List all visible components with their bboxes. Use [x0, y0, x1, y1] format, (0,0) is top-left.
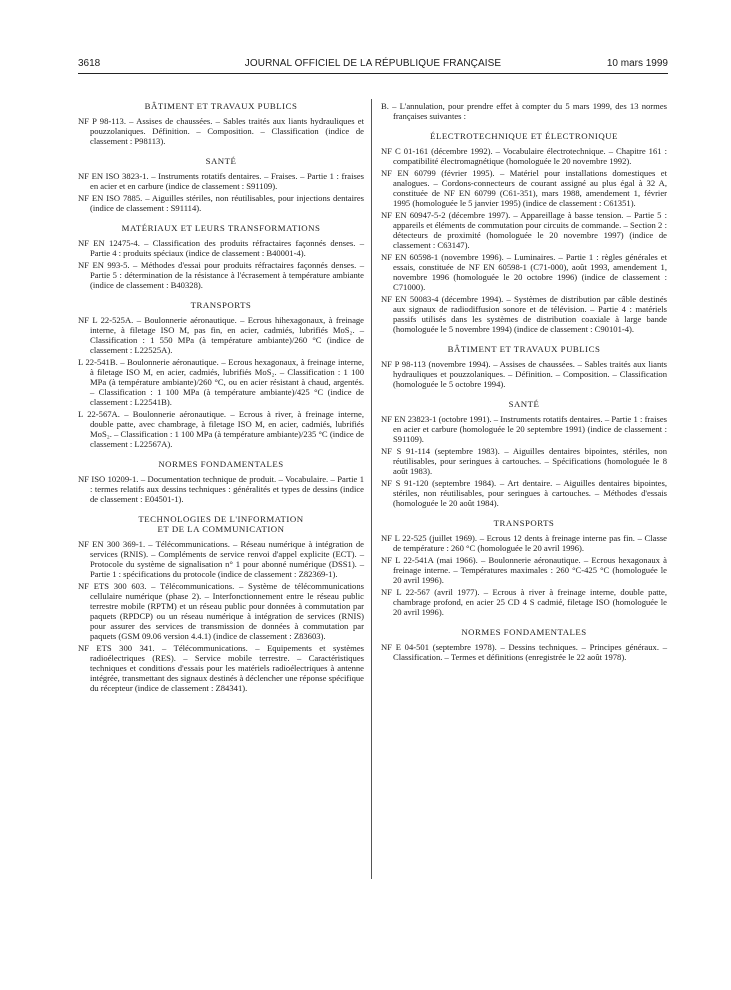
norm-entry: NF L 22-525A. – Boulonnerie aéronautique. – Ecrous hihexagonaux, à freinage interne, à filetage ISO M, pas fin, en acier, cadmiés, lubrifiés MoS₂. – Classification : 1 550 MPa (à température ambiante)/260 °C (indice de classement : L22525A). [78, 315, 364, 355]
norm-entry: NF L 22-541A (mai 1966). – Boulonnerie aéronautique. – Ecrous hexagonaux à freinage interne. – Températures maximales : 260 °C-425 °C (homologuée le 20 avril 1996). [381, 555, 667, 585]
page-number: 3618 [78, 58, 101, 69]
norm-entry: NF P 98-113 (novembre 1994). – Assises de chaussées. – Sables traités aux liants hydrauliques et pouzzolaniques. – Définition. – Composition. – Classification (homologuée le 5 octobre 1994). [381, 359, 667, 389]
section-title: NORMES FONDAMENTALES [158, 459, 284, 469]
right-column [381, 101, 667, 664]
norm-entry: NF S 91-120 (septembre 1984). – Art dentaire. – Aiguilles dentaires bipointes, stériles, non réutilisables, pour seringues à cartouches. – Méthodes d'essais (homologuée le 20 août 1984). [381, 478, 667, 508]
norm-entry: NF ETS 300 603. – Télécommunications. – Système de télécommunications cellulaire numérique (phase 2). – Interfonctionnement entre le réseau public terrestre mobile (RPTM) et un réseau public pour données à commutation par paquets (RPDCP) ou un réseau numérique à intégration de services (RNIS) pour assurer des services de transmission de données à commutation par paquets (GSM 09.06 version 4.4.1) (indice de classement : Z83603). [78, 581, 364, 641]
page-header [78, 58, 668, 72]
header-rule [78, 73, 668, 74]
column-separator [371, 99, 372, 879]
norm-entry: NF EN 300 369-1. – Télécommunications. – Réseau numérique à intégration de services (RNIS). – Compléments de service renvoi d'appel explicite (ECT). – Protocole du système de signalisation n° 1 pour abonné numérique (DSS1). – Partie 1 : spécifications du protocole (indice de classement : Z82369-1). [78, 539, 364, 579]
norm-entry: NF EN 993-5. – Méthodes d'essai pour produits réfractaires façonnés denses. – Partie 5 : détermination de la résistance à l'écrasement à température ambiante (indice de classement : B40328). [78, 260, 364, 290]
section-title: MATÉRIAUX ET LEURS TRANSFORMATIONS [121, 223, 321, 233]
norm-entry: NF E 04-501 (septembre 1978). – Dessins techniques. – Principes généraux. – Classification. – Termes et définitions (enregistrée le 22 août 1978). [381, 642, 667, 662]
section-title: BÂTIMENT ET TRAVAUX PUBLICS [144, 101, 298, 111]
norm-entry: NF EN ISO 7885. – Aiguilles stériles, non réutilisables, pour injections dentaires (indice de classement : S91114). [78, 193, 364, 213]
norm-entry: NF EN 60947-5-2 (décembre 1997). – Appareillage à basse tension. – Partie 5 : appareils et éléments de commutation pour circuits de commande. – Section 2 : détecteurs de proximité (homologuée le 20 novembre 1997) (indice de classement : C63147). [381, 210, 667, 250]
norm-entry: NF C 01-161 (décembre 1992). – Vocabulaire électrotechnique. – Chapitre 161 : compatibilité électromagnétique (homologuée le 20 novembre 1992). [381, 146, 667, 166]
section-title: TRANSPORTS [493, 518, 555, 528]
left-column [78, 101, 364, 695]
norm-entry: NF EN 12475-4. – Classification des produits réfractaires façonnés denses. – Partie 4 : produits spéciaux (indice de classement : B40001-4). [78, 238, 364, 258]
section-title: ÉLECTROTECHNIQUE ET ÉLECTRONIQUE [430, 131, 618, 141]
section-title: SANTÉ [205, 156, 237, 166]
norm-entry: NF EN 60799 (février 1995). – Matériel pour installations domestiques et analogues. – Cordons-connecteurs de courant assigné au plus égal à 32 A, constituée de NF EN 60799 (C61-351), mars 1988, amendement 1, février 1995 (homologuée le 5 janvier 1995) (indice de classement : C61351). [381, 168, 667, 208]
norm-entry: NF L 22-525 (juillet 1969). – Ecrous 12 dents à freinage interne pas fin. – Classe de température : 260 °C (homologuée le 20 avril 1996). [381, 533, 667, 553]
section-title: SANTÉ [508, 399, 540, 409]
norm-entry: L 22-567A. – Boulonnerie aéronautique. – Ecrous à river, à freinage interne, double patte, avec chambrage, à filetage ISO M, en acier, cadmiés, lubrifiés MoS₂. – Classification : 1 100 MPa (à température ambiante)/235 °C (indice de classement : L22567A). [78, 409, 364, 449]
norm-entry: NF EN 60598-1 (novembre 1996). – Luminaires. – Partie 1 : règles générales et essais, constituée de NF EN 60598-1 (C71-000), août 1993, amendement 1, novembre 1996 (homologuée le 20 octobre 1996) (indice de classement : C71000). [381, 252, 667, 292]
section-title: BÂTIMENT ET TRAVAUX PUBLICS [447, 344, 601, 354]
norm-entry: NF ETS 300 341. – Télécommunications. – Equipements et systèmes radioélectriques (RES). – Service mobile terrestre. – Caractéristiques techniques et conditions d'essais pour les matériels radioélectriques à antenne intégrée, transmettant des signaux destinés à déclencher une réponse spécifique du récepteur (indice de classement : Z84341). [78, 643, 364, 693]
section-title: TECHNOLOGIES DE L'INFORMATION ET DE LA COMMUNICATION [138, 514, 304, 534]
norm-entry: NF S 91-114 (septembre 1983). – Aiguilles dentaires bipointes, stériles, non réutilisables, pour seringues à cartouches. – Spécifications (homologuée le 8 août 1983). [381, 446, 667, 476]
norm-entry: NF EN 23823-1 (octobre 1991). – Instruments rotatifs dentaires. – Partie 1 : fraises en acier et carbure (homologuée le 20 septembre 1991) (indice de classement : S91109). [381, 414, 667, 444]
norm-entry: NF EN 50083-4 (décembre 1994). – Systèmes de distribution par câble destinés aux signaux de radiodiffusion sonore et de télévision. – Partie 4 : matériels passifs utilisés dans les systèmes de distribution coaxiale à large bande (homologuée le 5 novembre 1994) (indice de classement : C90101-4). [381, 294, 667, 334]
norm-entry: L 22-541B. – Boulonnerie aéronautique. – Ecrous hexagonaux, à freinage interne, à filetage ISO M, en acier, cadmiés, lubrifiés MoS₂. – Classification : 1 100 MPa (à température ambiante)/260 °C, ou en acier résistant à chaud, argentés. – Classification : 1 100 MPa (à température ambiante)/425 °C (indice de classement : L22541B). [78, 357, 364, 407]
journal-title: JOURNAL OFFICIEL DE LA RÉPUBLIQUE FRANÇAISE [244, 58, 502, 69]
section-title: TRANSPORTS [190, 300, 252, 310]
section-title: NORMES FONDAMENTALES [461, 627, 587, 637]
annulment-intro: B. – L'annulation, pour prendre effet à compter du 5 mars 1999, des 13 normes françaises suivantes : [381, 101, 667, 121]
norm-entry: NF P 98-113. – Assises de chaussées. – Sables traités aux liants hydrauliques et pouzzolaniques. Définition. – Composition. – Classification (indice de classement : P98113). [78, 116, 364, 146]
issue-date: 10 mars 1999 [606, 58, 668, 69]
norm-entry: NF ISO 10209-1. – Documentation technique de produit. – Vocabulaire. – Partie 1 : termes relatifs aux dessins techniques : généralités et types de dessins (indice de classement : E04501-1). [78, 474, 364, 504]
norm-entry: NF EN ISO 3823-1. – Instruments rotatifs dentaires. – Fraises. – Partie 1 : fraises en acier et en carbure (indice de classement : S91109). [78, 171, 364, 191]
norm-entry: NF L 22-567 (avril 1977). – Ecrous à river à freinage interne, double patte, chambrage profond, en acier 25 CD 4 S cadmié, filetage ISO (homologuée le 20 avril 1996). [381, 587, 667, 617]
